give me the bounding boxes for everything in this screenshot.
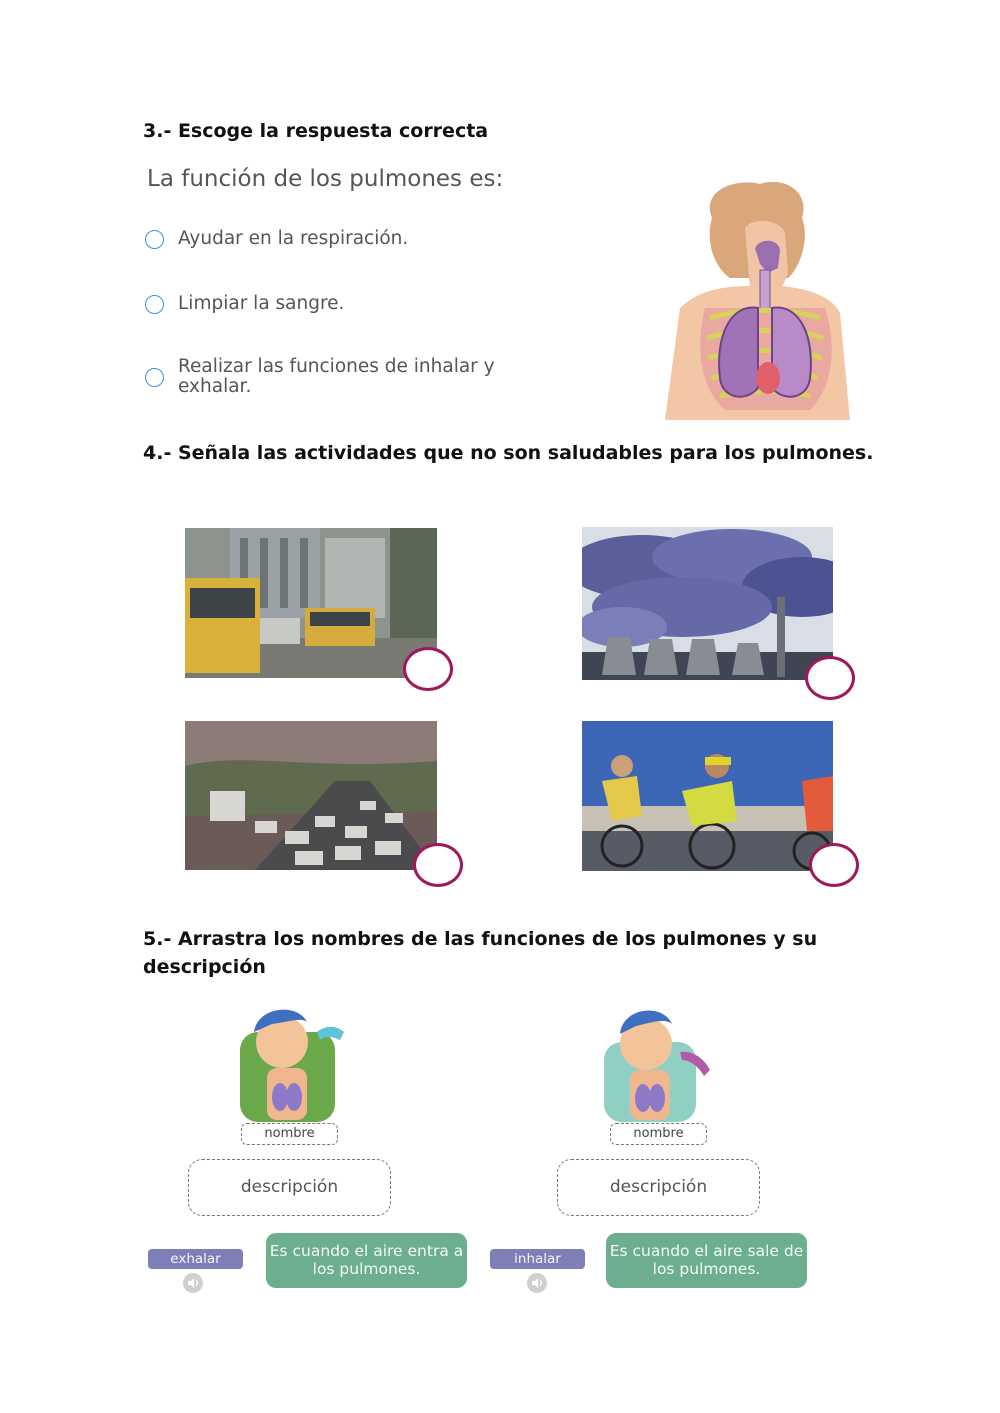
description-drop-zone-2[interactable]: descripción: [557, 1159, 760, 1216]
question-5-heading: 5.- Arrastra los nombres de las funciones de los pulmones y su descripción: [143, 928, 818, 978]
speaker-icon[interactable]: [527, 1273, 547, 1293]
answer-option-2[interactable]: [145, 294, 538, 314]
name-drop-zone-2[interactable]: nombre: [610, 1123, 707, 1145]
draggable-description-2[interactable]: Es cuando el aire sale de los pulmones.: [606, 1233, 807, 1288]
answer-option-1-label: Ayudar en la respiración.: [178, 228, 409, 249]
question-4-heading: 4.- Señala las actividades que no son saludables para los pulmones.: [143, 442, 874, 464]
draggable-word-exhalar[interactable]: exhalar: [148, 1249, 243, 1269]
photo-factory-smoke: [582, 527, 833, 680]
select-circle-2[interactable]: [805, 656, 855, 700]
respiratory-system-illustration: [660, 178, 855, 420]
draggable-description-1[interactable]: Es cuando el aire entra a los pulmones.: [266, 1233, 467, 1288]
draggable-word-inhalar[interactable]: inhalar: [490, 1249, 585, 1269]
photo-cyclists: [582, 721, 833, 871]
description-drop-zone-1[interactable]: descripción: [188, 1159, 391, 1216]
answer-option-2-label: Limpiar la sangre.: [178, 293, 345, 314]
speaker-icon[interactable]: [183, 1273, 203, 1293]
question-3-prompt: La función de los pulmones es:: [147, 166, 504, 192]
radio-button-1[interactable]: [145, 230, 164, 249]
child-exhaling-illustration: [600, 1002, 720, 1124]
select-circle-3[interactable]: [413, 843, 463, 887]
name-drop-zone-1[interactable]: nombre: [241, 1123, 338, 1145]
select-circle-4[interactable]: [809, 843, 859, 887]
question-3-heading: 3.- Escoge la respuesta correcta: [143, 120, 489, 142]
photo-buses-traffic: [185, 528, 437, 678]
answer-option-3-label: Realizar las funciones de inhalar y exhalar.: [178, 356, 495, 397]
photo-highway-traffic-jam: [185, 721, 437, 870]
answer-option-1[interactable]: [145, 229, 538, 249]
radio-button-2[interactable]: [145, 295, 164, 314]
select-circle-1[interactable]: [403, 647, 453, 691]
answer-option-3[interactable]: [145, 357, 538, 397]
child-inhaling-illustration: [232, 1002, 352, 1124]
radio-button-3[interactable]: [145, 368, 164, 387]
